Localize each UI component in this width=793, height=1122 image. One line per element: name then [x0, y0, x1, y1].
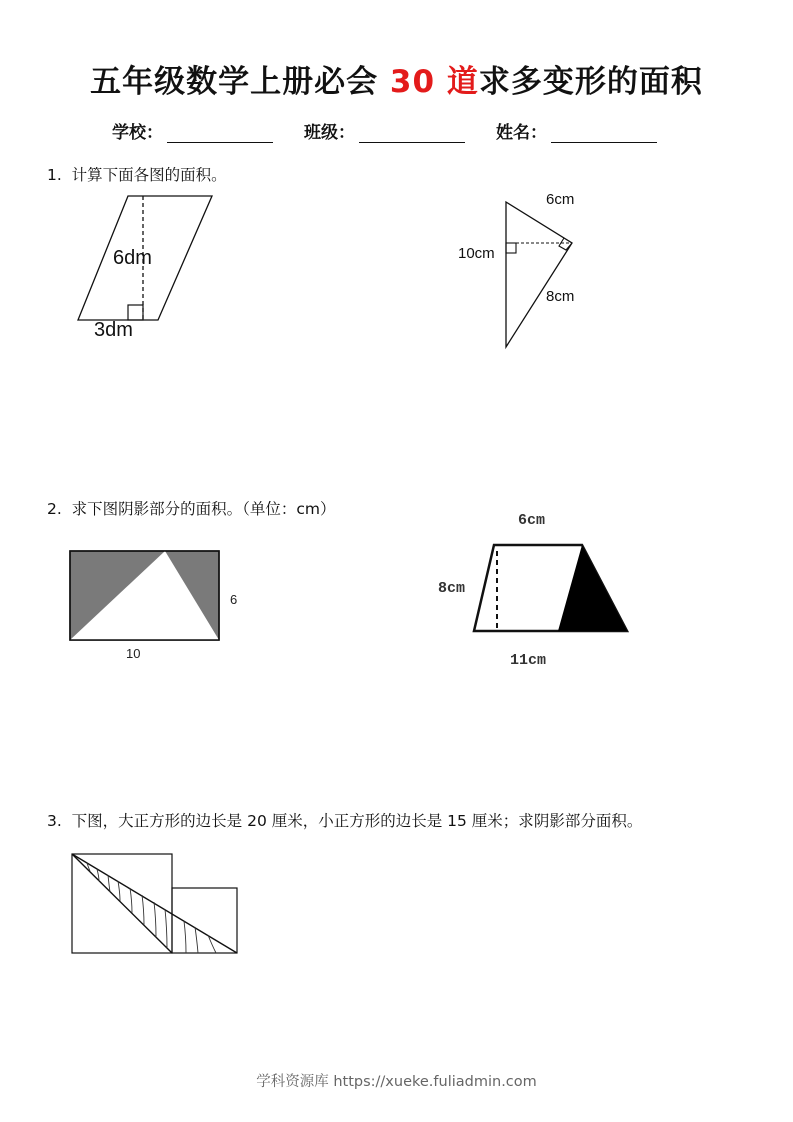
- name-field: [496, 118, 657, 143]
- question-text: 求下图阴影部分的面积。（单位：cm）: [71, 500, 336, 518]
- height-label: 6: [230, 592, 238, 607]
- hatch-lines: [87, 863, 216, 953]
- top-label: 6cm: [518, 512, 546, 529]
- leg2-label: 8cm: [546, 288, 575, 305]
- question-1: [47, 163, 227, 185]
- height-label: 6dm: [113, 247, 152, 269]
- footer-watermark: 学科资源库 https://xueke.fuliadmin.com: [256, 1074, 537, 1090]
- question-text: 计算下面各图的面积。: [71, 166, 227, 184]
- student-info-row: [0, 118, 793, 146]
- question-number: 2.: [47, 500, 62, 518]
- title-suffix: 求多变形的面积: [478, 64, 703, 100]
- question-text: 下图，大正方形的边长是 20 厘米，小正方形的边长是 15 厘米；求阴影部分面积。: [71, 812, 643, 830]
- title-prefix: 五年级数学上册必会: [90, 64, 390, 100]
- leg1-label: 6cm: [546, 191, 575, 208]
- question-number: 1.: [47, 166, 62, 184]
- bottom-label: 11cm: [510, 652, 547, 669]
- class-field: [304, 118, 465, 143]
- rectangle-triangle-figure: [60, 540, 260, 670]
- two-squares-figure: [60, 845, 250, 965]
- title-highlight: 30 道: [389, 64, 479, 100]
- school-label: 学校：: [112, 123, 163, 143]
- name-label: 姓名：: [496, 123, 547, 143]
- page-title: [0, 56, 793, 101]
- hypotenuse-label: 10cm: [458, 245, 495, 262]
- question-3: [47, 809, 642, 831]
- trapezoid-figure: [430, 505, 650, 675]
- question-number: 3.: [47, 812, 62, 830]
- base-label: 3dm: [94, 319, 133, 341]
- question-2: [47, 497, 336, 519]
- class-blank[interactable]: [359, 118, 465, 143]
- parallelogram-figure: [70, 190, 230, 345]
- school-blank[interactable]: [167, 118, 273, 143]
- name-blank[interactable]: [551, 118, 657, 143]
- right-triangle-figure: [450, 185, 600, 350]
- height-label: 8cm: [438, 580, 466, 597]
- class-label: 班级：: [304, 123, 355, 143]
- school-field: [112, 118, 273, 143]
- width-label: 10: [126, 646, 141, 661]
